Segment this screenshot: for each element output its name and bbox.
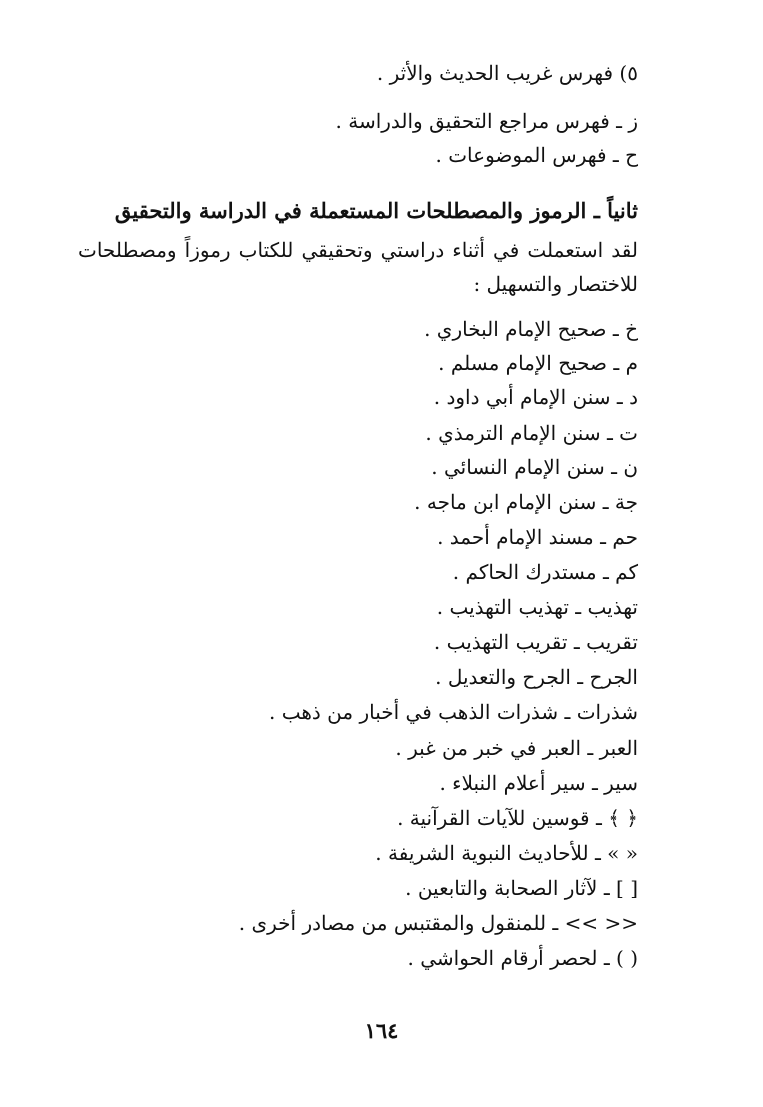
abbreviation-item: سير ـ سير أعلام النبلاء . [439, 771, 638, 795]
section-heading: ثانياً ـ الرموز والمصطلحات المستعملة في الدراسة والتحقيق [114, 198, 638, 223]
abbreviation-item: تهذيب ـ تهذيب التهذيب . [436, 595, 638, 619]
abbreviation-item: العبر ـ العبر في خبر من غبر . [395, 736, 638, 760]
symbol-item-quran-brackets: ﴿ ﴾ ـ قوسين للآيات القرآنية . [397, 806, 638, 830]
page-number: ١٦٤ [364, 1018, 399, 1043]
symbol-item-parentheses: ( ) ـ لحصر أرقام الحواشي . [407, 946, 638, 970]
symbol-item-double-angle: << >> ـ للمنقول والمقتبس من مصادر أخرى . [238, 911, 638, 935]
intro-paragraph: لقد استعملت في أثناء دراستي وتحقيقي للكتاب رموزاً ومصطلحات للاختصار والتسهيل : [78, 238, 638, 296]
abbreviation-item: ن ـ سنن الإمام النسائي . [431, 455, 638, 479]
abbreviation-item: م ـ صحيح الإمام مسلم . [438, 351, 638, 375]
abbreviation-item: الجرح ـ الجرح والتعديل . [435, 665, 638, 689]
abbreviation-item: ت ـ سنن الإمام الترمذي . [425, 421, 638, 445]
abbreviation-item: جة ـ سنن الإمام ابن ماجه . [414, 490, 638, 514]
abbreviation-item: خ ـ صحيح الإمام البخاري . [424, 317, 638, 341]
abbreviation-item: حم ـ مسند الإمام أحمد . [437, 525, 638, 549]
index-item-topics: ح ـ فهرس الموضوعات . [435, 143, 638, 167]
abbreviation-item: تقريب ـ تقريب التهذيب . [433, 630, 638, 654]
index-item-references: ز ـ فهرس مراجع التحقيق والدراسة . [335, 109, 638, 133]
index-item-gharib: ٥) فهرس غريب الحديث والأثر . [376, 61, 638, 85]
abbreviation-item: شذرات ـ شذرات الذهب في أخبار من ذهب . [269, 700, 638, 724]
symbol-item-square-brackets: [ ] ـ لآثار الصحابة والتابعين . [405, 876, 638, 900]
abbreviation-item: د ـ سنن الإمام أبي داود . [433, 385, 638, 409]
abbreviation-item: كم ـ مستدرك الحاكم . [452, 560, 638, 584]
symbol-item-hadith-quotes: « » ـ للأحاديث النبوية الشريفة . [375, 841, 638, 865]
